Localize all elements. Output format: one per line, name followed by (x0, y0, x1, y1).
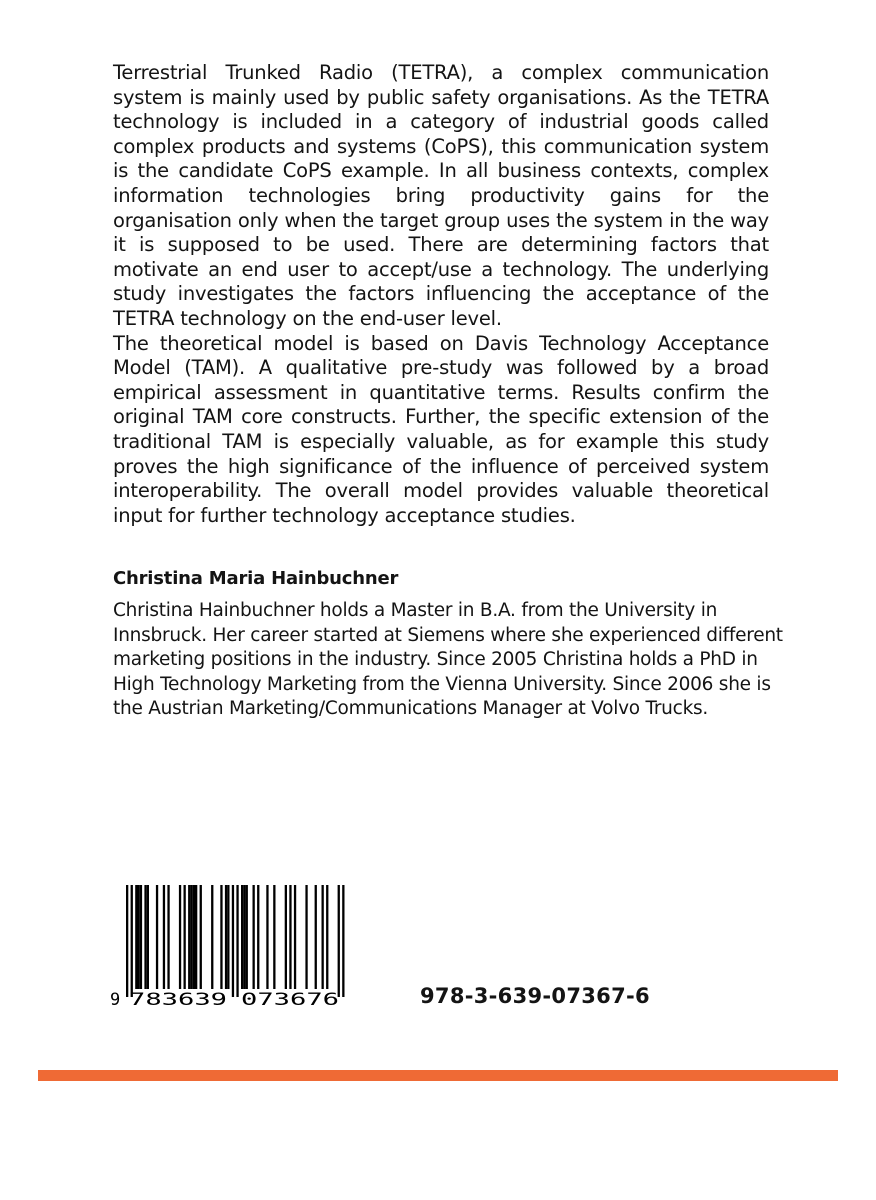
author-section (113, 567, 793, 722)
abstract-paragraph-2: The theoretical model is based on Davis Technology Acceptance Model (TAM). A qualitative pre-study was followed by a broad empirical assessment in quantitative terms. Results confirm the original TAM core constructs. Further, the specific extension of the traditional TAM is especially valuable, as for example this study proves the high significance of the influence of perceived system interoperability. The overall model provides valuable theoretical input for further technology acceptance studies. (113, 331, 769, 527)
barcode-bar-36 (326, 885, 328, 989)
barcode-bar-6 (147, 885, 149, 989)
barcode-lead-digit: 9 (110, 990, 121, 1010)
author-name: Christina Maria Hainbuchner (113, 568, 399, 589)
barcode-bar-18 (220, 885, 222, 989)
barcode-bar-17 (211, 885, 213, 989)
barcode-bar-12 (188, 885, 190, 989)
barcode-bar-24 (243, 885, 245, 989)
barcode-bar-31 (289, 885, 291, 989)
barcode-bar-14 (193, 885, 195, 989)
barcode-bar-21 (232, 885, 234, 997)
barcode-bar-33 (305, 885, 307, 989)
isbn-number: 978-3-639-07367-6 (420, 984, 650, 1008)
barcode-bar-30 (285, 885, 287, 989)
barcode-bar-3 (138, 885, 140, 989)
author-bio: Christina Hainbuchner holds a Master in B.A. from the University in Innsbruck. Her career started at Siemens where she experienced different marketing positions in the industry. Since 2005 Christina holds a PhD in High Technology Marketing from the Vienna University. Since 2006 she is the Austrian Marketing/Communications Manager at Volvo Trucks. (113, 600, 783, 720)
barcode-bar-10 (179, 885, 181, 989)
barcode-bar-37 (338, 885, 340, 997)
barcode-bar-23 (241, 885, 243, 989)
barcode-bar-22 (236, 885, 238, 997)
barcode-bar-5 (144, 885, 146, 989)
barcode-bar-1 (131, 885, 133, 997)
barcode-bar-38 (342, 885, 344, 997)
barcode-bar-28 (266, 885, 268, 989)
barcode-left-digits: 783639 (129, 990, 227, 1010)
accent-stripe (38, 1070, 838, 1081)
book-abstract (113, 61, 769, 528)
barcode-bar-35 (322, 885, 324, 989)
barcode-bar-13 (190, 885, 192, 989)
barcode-bar-2 (135, 885, 137, 989)
barcode-bar-15 (195, 885, 197, 989)
barcode-bar-0 (126, 885, 128, 997)
barcode-bar-25 (246, 885, 248, 989)
barcode-bar-29 (273, 885, 275, 989)
barcode-bar-19 (225, 885, 227, 989)
barcode-bar-11 (184, 885, 186, 989)
barcode-bar-20 (227, 885, 229, 989)
barcode-bars (126, 885, 345, 997)
isbn-barcode (110, 881, 360, 1011)
abstract-paragraph-1: Terrestrial Trunked Radio (TETRA), a complex communication system is mainly used by public safety organisations. As the TETRA technology is included in a category of industrial goods called complex products and systems (CoPS), this communication system is the candidate CoPS example. In all business contexts, complex information technologies bring productivity gains for the organisation only when the target group uses the system in the way it is supposed to be used. There are determining factors that motivate an end user to accept/use a technology. The underlying study investigates the factors influencing the acceptance of the TETRA technology on the end-user level. (113, 61, 769, 330)
barcode-bar-27 (257, 885, 259, 989)
barcode-right-digits: 073676 (241, 990, 339, 1010)
barcode-bar-9 (167, 885, 169, 989)
barcode-bar-34 (315, 885, 317, 989)
barcode-bar-8 (163, 885, 165, 989)
barcode-bar-4 (140, 885, 142, 989)
barcode-bar-26 (253, 885, 255, 989)
barcode-bar-7 (156, 885, 158, 989)
barcode-bar-16 (200, 885, 202, 989)
barcode-bar-32 (294, 885, 296, 989)
